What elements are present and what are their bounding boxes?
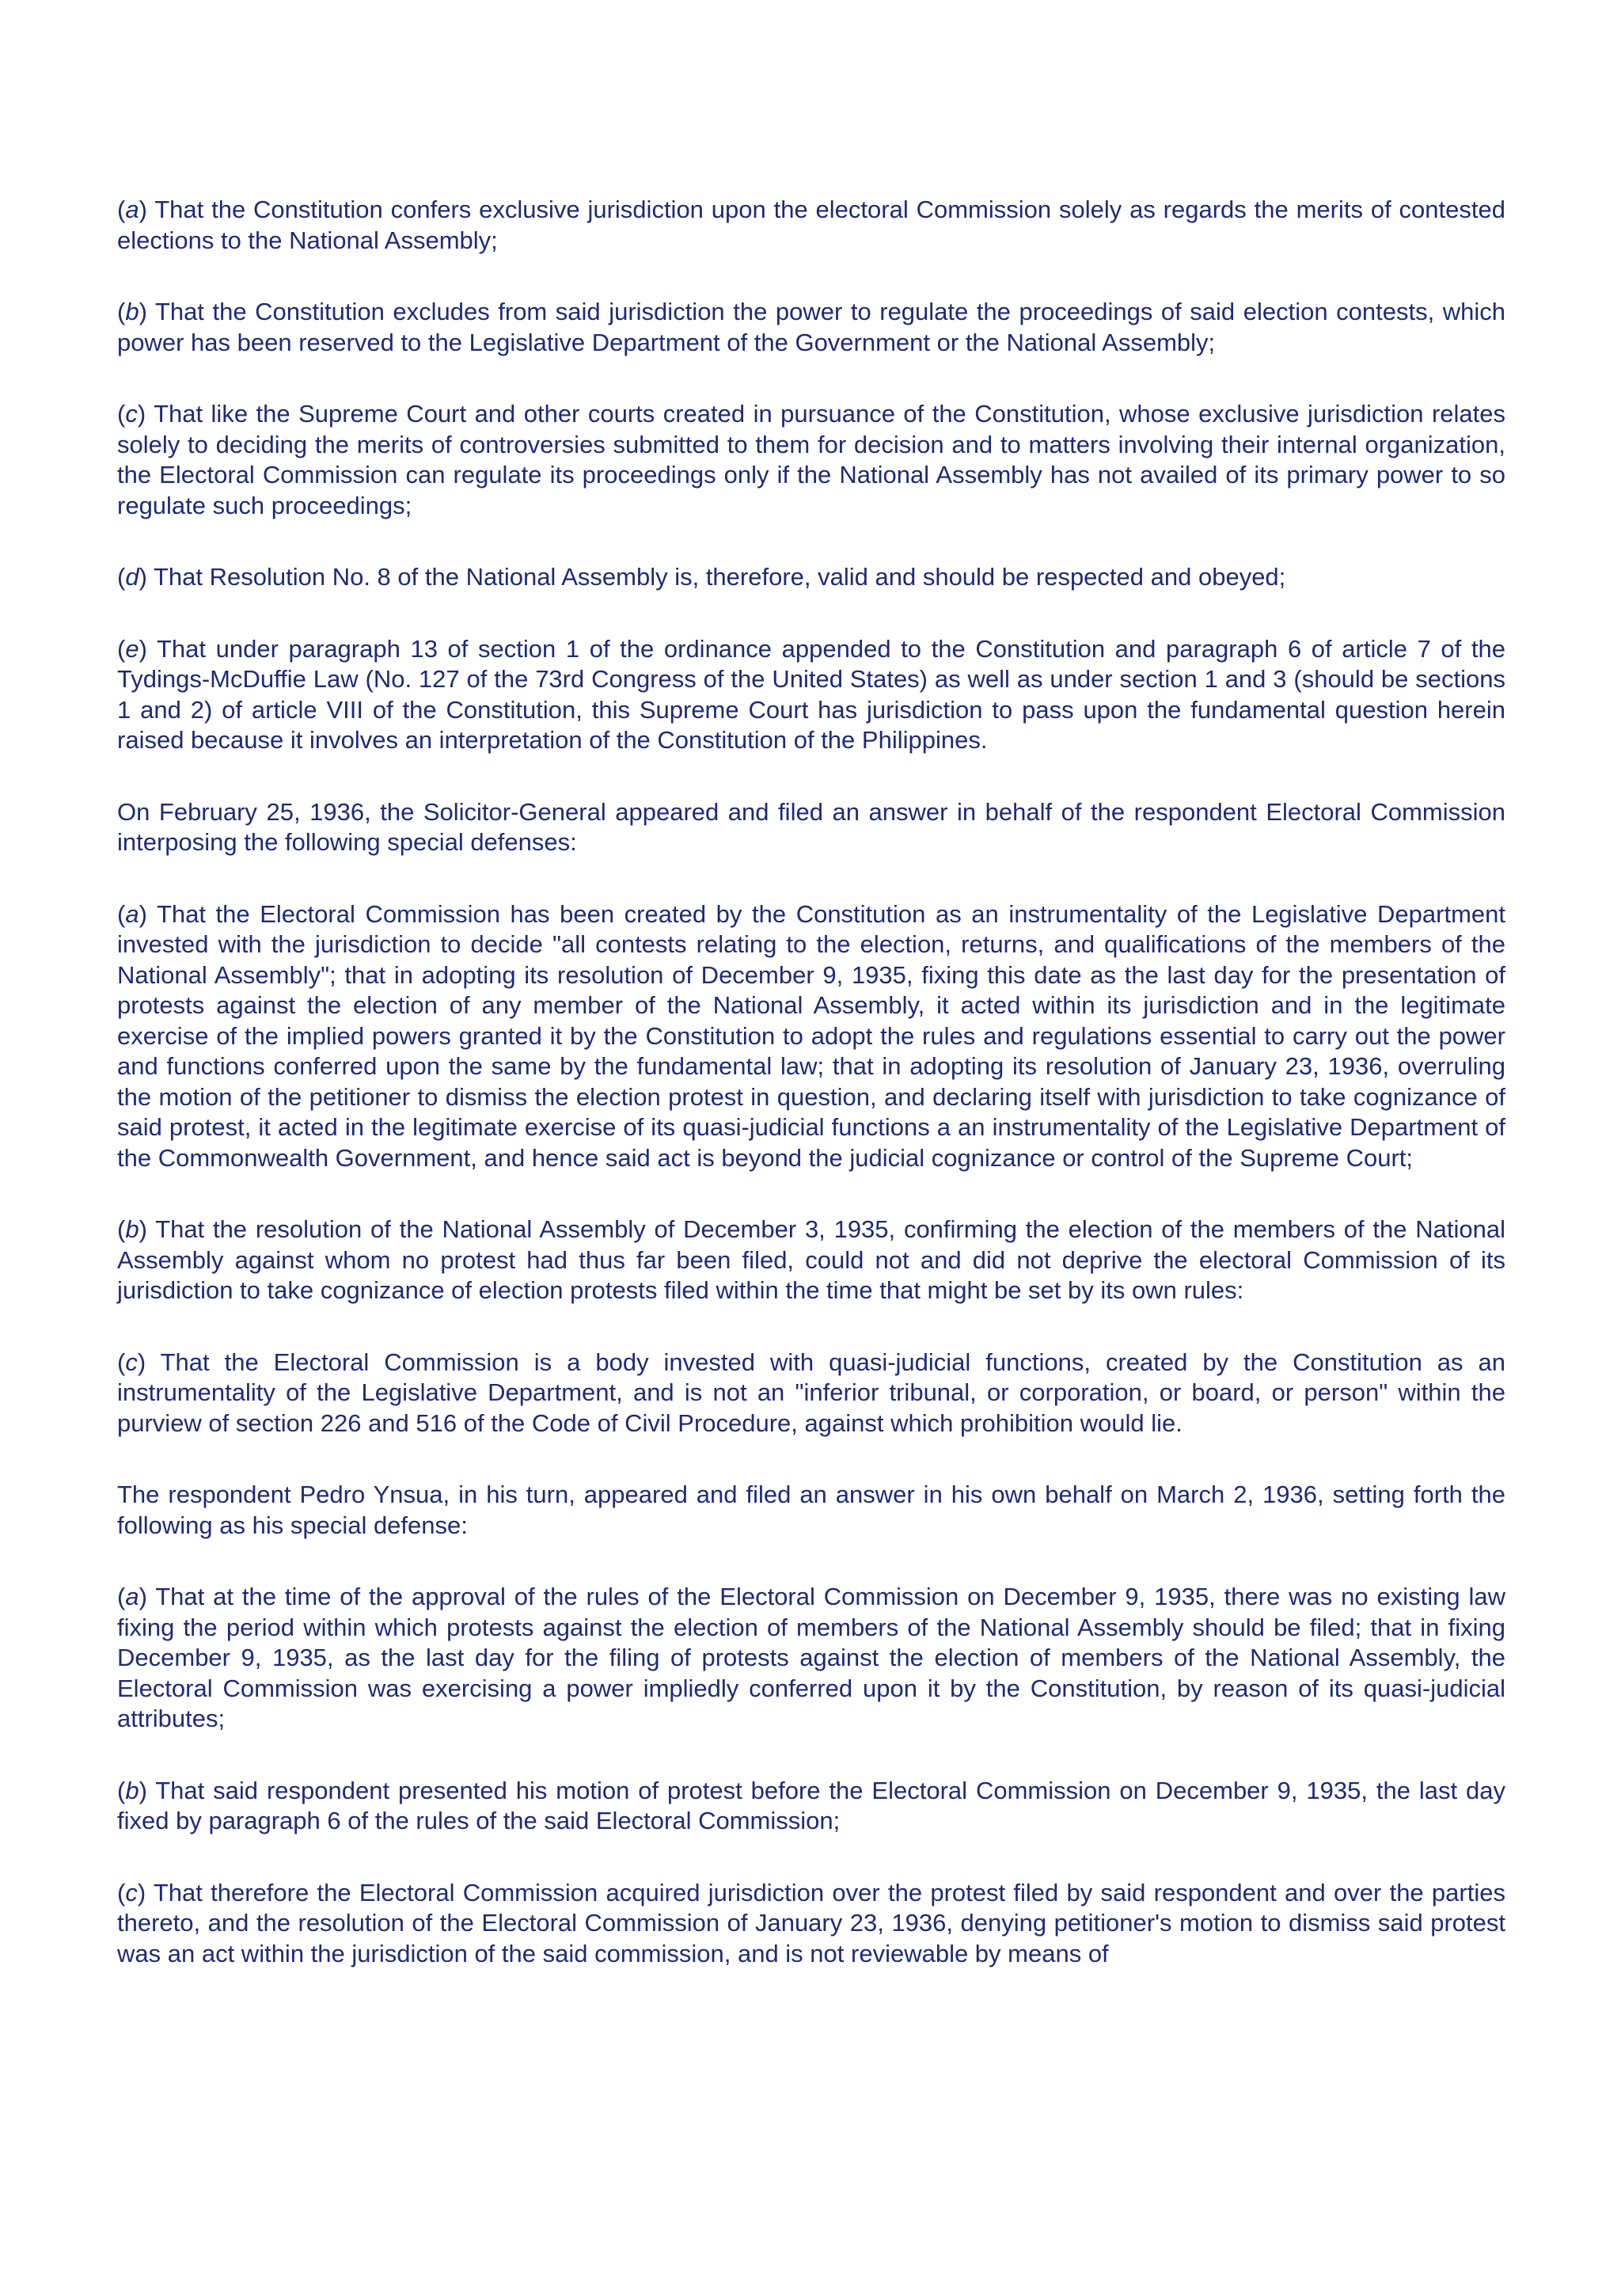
paragraph-c-jurisdiction-acquired: (c) That therefore the Electoral Commission acquired jurisdiction over the protest filed by said respondent and over the parties thereto, and the resolution of the Electoral Commission of January 23, 1936, denying petitioner's motion to dismiss said protest was an act within the jurisdiction of the said commission, and is not reviewable by means of <box>117 1878 1505 1967</box>
paragraph-d-resolution-valid: (d) That Resolution No. 8 of the National Assembly is, therefore, valid and should be respected and obeyed; <box>117 563 1286 591</box>
paragraph-text: That at the time of the approval of the rules of the Electoral Commission on December 9, 1935, there was no existing law fixing the period within which protests against the election of members of the National Assembly should be filed; that in fixing December 9, 1935, as the last day for the filing of protests against the election of members of the National Assembly, the Electoral Commission was exercising a power impliedly conferred upon it by the Constitution, by reason of its quasi-judicial attributes; <box>117 1583 1505 1732</box>
paragraph-a-no-existing-law: (a) That at the time of the approval of the rules of the Electoral Commission on December 9, 1935, there was no existing law fixing the period within which protests against the election of members of the National Assembly should be filed; that in fixing December 9, 1935, as the last day for the filing of protests against the election of members of the National Assembly, the Electoral Commission was exercising a power impliedly conferred upon it by the Constitution, by reason of its quasi-judicial attributes; <box>117 1583 1505 1732</box>
paragraph-text: That Resolution No. 8 of the National Assembly is, therefore, valid and should be respected and obeyed; <box>153 563 1286 591</box>
paragraph-text: That the Constitution excludes from said jurisdiction the power to regulate the proceedings of said election contests, which power has been reserved to the Legislative Department of the Government or the National Assembly; <box>117 298 1505 356</box>
paragraph-text: On February 25, 1936, the Solicitor-General appeared and filed an answer in behalf of the respondent Electoral Commission interposing the following special defenses: <box>117 797 1505 856</box>
paragraph-text: That like the Supreme Court and other courts created in pursuance of the Constitution, whose exclusive jurisdiction relates solely to deciding the merits of controversies submitted to them for decision and to matters involving their internal organization, the Electoral Commission can regulate its proceedings only if the National Assembly has not availed of its primary power to so regulate such proceedings; <box>117 400 1505 519</box>
paragraph-c-supreme-court-comparison: (c) That like the Supreme Court and other courts created in pursuance of the Constitution, whose exclusive jurisdiction relates solely to deciding the merits of controversies submitted to them for decision and to matters involving their internal organization, the Electoral Commission can regulate its proceedings only if the National Assembly has not availed of its primary power to so regulate such proceedings; <box>117 400 1505 519</box>
paragraph-text: That the Electoral Commission has been created by the Constitution as an instrumentality of the Legislative Department invested with the jurisdiction to decide "all contests relating to the election, returns, and qualifications of the members of the National Assembly"; that in adopting its resolution of December 9, 1935, fixing this date as the last day for the presentation of protests against the election of any member of the National Assembly, it acted within its jurisdiction and in the legitimate exercise of the implied powers granted it by the Constitution to adopt the rules and regulations essential to carry out the power and functions conferred upon the same by the fundamental law; that in adopting its resolution of January 23, 1936, overruling the motion of the petitioner to dismiss the election protest in question, and declaring itself with jurisdiction to take cognizance of said protest, it acted in the legitimate exercise of its quasi-judicial functions a an instrumentality of the Legislative Department of the Commonwealth Government, and hence said act is beyond the judicial cognizance or control of the Supreme Court; <box>117 899 1505 1172</box>
paragraph-pedro-ynsua-answer <box>117 1480 1505 1541</box>
paragraph-e-supreme-court-jurisdiction: (e) That under paragraph 13 of section 1 of the ordinance appended to the Constitution and paragraph 6 of article 7 of the Tydings-McDuffie Law (No. 127 of the 73rd Congress of the United States) as well as under section 1 and 3 (should be sections 1 and 2) of article VIII of the Constitution, this Supreme Court has jurisdiction to pass upon the fundamental question herein raised because it involves an interpretation of the Constitution of the Philippines. <box>117 634 1505 754</box>
paragraph-b-regulate-proceedings: (b) That the Constitution excludes from said jurisdiction the power to regulate the proceedings of said election contests, which power has been reserved to the Legislative Department of the Government or the National Assembly; <box>117 298 1505 356</box>
paragraph-text: That the Constitution confers exclusive jurisdiction upon the electoral Commission solely as regards the merits of contested elections to the National Assembly; <box>117 196 1505 254</box>
paragraph-marker: c <box>125 1878 138 1906</box>
paragraph-marker: b <box>125 298 139 325</box>
paragraph-b-resolution-december-3: (b) That the resolution of the National Assembly of December 3, 1935, confirming the election of the members of the National Assembly against whom no protest had thus far been filed, could not and did not deprive the electoral Commission of its jurisdiction to take cognizance of election protests filed within the time that might be set by its own rules: <box>117 1215 1505 1304</box>
paragraph-text: That said respondent presented his motion of protest before the Electoral Commission on December 9, 1935, the last day fixed by paragraph 6 of the rules of the said Electoral Commission; <box>117 1776 1505 1834</box>
paragraph-text: That under paragraph 13 of section 1 of the ordinance appended to the Constitution and paragraph 6 of article 7 of the Tydings-McDuffie Law (No. 127 of the 73rd Congress of the United States) as well as under section 1 and 3 (should be sections 1 and 2) of article VIII of the Constitution, this Supreme Court has jurisdiction to pass upon the fundamental question herein raised because it involves an interpretation of the Constitution of the Philippines. <box>117 634 1505 754</box>
paragraph-marker: c <box>125 400 138 428</box>
paragraph-solicitor-general-answer <box>117 797 1505 858</box>
paragraph-marker: a <box>125 196 139 223</box>
paragraph-b-motion-of-protest: (b) That said respondent presented his motion of protest before the Electoral Commission on December 9, 1935, the last day fixed by paragraph 6 of the rules of the said Electoral Commission; <box>117 1776 1505 1834</box>
paragraph-a-electoral-commission-created: (a) That the Electoral Commission has been created by the Constitution as an instrumentality of the Legislative Department invested with the jurisdiction to decide "all contests relating to the election, returns, and qualifications of the members of the National Assembly"; that in adopting its resolution of December 9, 1935, fixing this date as the last day for the presentation of protests against the election of any member of the National Assembly, it acted within its jurisdiction and in the legitimate exercise of the implied powers granted it by the Constitution to adopt the rules and regulations essential to carry out the power and functions conferred upon the same by the fundamental law; that in adopting its resolution of January 23, 1936, overruling the motion of the petitioner to dismiss the election protest in question, and declaring itself with jurisdiction to take cognizance of said protest, it acted in the legitimate exercise of its quasi-judicial functions a an instrumentality of the Legislative Department of the Commonwealth Government, and hence said act is beyond the judicial cognizance or control of the Supreme Court; <box>117 899 1505 1172</box>
paragraph-a-exclusive-jurisdiction: (a) That the Constitution confers exclusive jurisdiction upon the electoral Commission solely as regards the merits of contested elections to the National Assembly; <box>117 196 1505 254</box>
paragraph-marker: c <box>125 1348 138 1376</box>
paragraph-marker: a <box>125 1583 139 1610</box>
paragraph-text: That the Electoral Commission is a body invested with quasi-judicial functions, created by the Constitution as an instrumentality of the Legislative Department, and is not an "inferior tribunal, or corporation, or board, or person" within the purview of section 226 and 516 of the Code of Civil Procedure, against which prohibition would lie. <box>117 1348 1505 1437</box>
paragraph-text: That therefore the Electoral Commission acquired jurisdiction over the protest filed by said respondent and over the parties thereto, and the resolution of the Electoral Commission of January 23, 1936, denying petitioner's motion to dismiss said protest was an act within the jurisdiction of the said commission, and is not reviewable by means of <box>117 1878 1505 1967</box>
document-page <box>117 195 1505 1969</box>
paragraph-marker: b <box>125 1215 139 1243</box>
paragraph-c-quasi-judicial-body: (c) That the Electoral Commission is a body invested with quasi-judicial functions, created by the Constitution as an instrumentality of the Legislative Department, and is not an "inferior tribunal, or corporation, or board, or person" within the purview of section 226 and 516 of the Code of Civil Procedure, against which prohibition would lie. <box>117 1348 1505 1437</box>
paragraph-text: The respondent Pedro Ynsua, in his turn, appeared and filed an answer in his own behalf on March 2, 1936, setting forth the following as his special defense: <box>117 1481 1505 1539</box>
paragraph-marker: b <box>125 1776 139 1804</box>
paragraph-marker: e <box>125 634 139 663</box>
paragraph-marker: d <box>125 563 139 591</box>
paragraph-text: That the resolution of the National Assembly of December 3, 1935, confirming the election of the members of the National Assembly against whom no protest had thus far been filed, could not and did not deprive the electoral Commission of its jurisdiction to take cognizance of election protests filed within the time that might be set by its own rules: <box>117 1215 1505 1304</box>
paragraph-marker: a <box>125 899 139 928</box>
